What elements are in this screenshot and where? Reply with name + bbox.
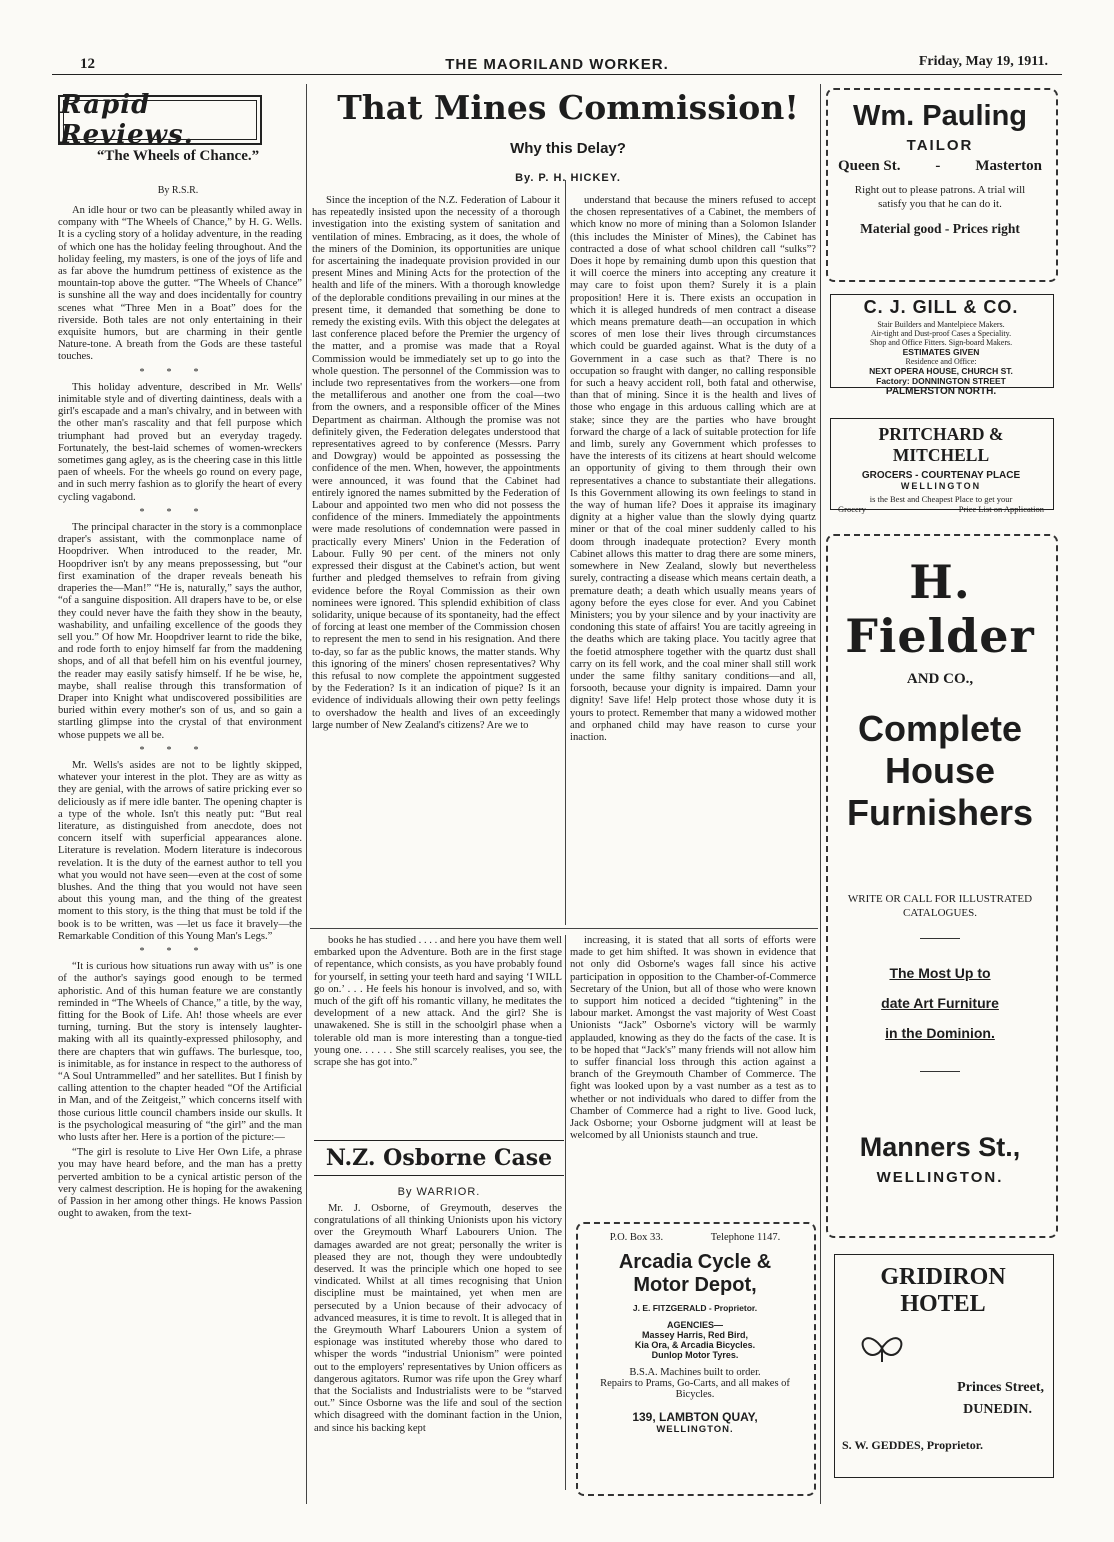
po-box: P.O. Box 33.	[609, 1232, 664, 1243]
gill-line: ESTIMATES GIVEN	[902, 347, 980, 357]
fielder-name: H. Fielder	[845, 555, 1035, 663]
osborne-byline: By WARRIOR.	[397, 1186, 481, 1198]
masthead	[52, 52, 1062, 75]
pauling-street: Queen St.	[838, 158, 901, 174]
pritchard-ad	[832, 424, 1050, 514]
pauling-tagline: Material good - Prices right	[860, 221, 1020, 236]
gill-name: C. J. GILL & CO.	[863, 297, 1019, 317]
gill-line: Stair Builders and Mantelpiece Makers.	[877, 320, 1005, 329]
fielder-tagline: date Art Furniture	[881, 995, 999, 1011]
fielder-word: House	[884, 750, 996, 791]
divider	[920, 1071, 960, 1072]
pauling-text: Right out to please patrons. A trial will satisfy you that he can do it.	[854, 184, 1026, 210]
pritchard-line: GROCERS - COURTENAY PLACE	[861, 470, 1021, 481]
telephone: Telephone 1147.	[710, 1232, 781, 1243]
gridiron-name: GRIDIRON HOTEL	[880, 1264, 1006, 1317]
arcadia-agency: Massey Harris, Red Bird,	[641, 1330, 749, 1340]
gridiron-ad	[836, 1264, 1050, 1453]
divider: ***	[139, 945, 221, 957]
arcadia-agency: Dunlop Motor Tyres.	[651, 1350, 739, 1360]
mines-byline: By. P. H. HICKEY.	[515, 172, 621, 184]
gridiron-street: Princes Street,	[957, 1380, 1044, 1395]
osborne-headline: N.Z. Osborne Case	[314, 1140, 564, 1176]
fielder-tagline: The Most Up to	[889, 965, 991, 981]
paragraph: “The girl is resolute to Live Her Own Life, a phrase you may have heard before, and the man has a pretty perverted ambition to be a cynical artistic person of the very calmest description. He is hoping for the awakening of Passion in her among other things. He knows Passion ought to awaken, from the text-	[58, 1147, 302, 1220]
paragraph: An idle hour or two can be pleasantly whiled away in company with “The Wheels of Chance,” by H. G. Wells. It is a cycling story of a holiday adventure, in the reading of which one has the holiday feeling throughout. And the holiday feeling, my masters, is one of the joys of life and as far above the humdrum pettiness of existence as the mountain-top above the gutter. “The Wheels of Chance” is sunshine all the way and does incidentally for country scenes what “Three Men in a Boat” does for the riverside. Both tales are not only entertaining in their exquisite humors, but are charming in their gentle Nature-tone. A breath from the Gods are these tasteful touches.	[58, 205, 302, 363]
mines-column-1	[312, 195, 560, 923]
gill-line: Shop and Office Fitters. Sign-board Makers.	[869, 338, 1013, 347]
arcadia-town: WELLINGTON.	[656, 1424, 734, 1435]
arcadia-repairs: Repairs to Prams, Go-Carts, and all makes of Bicycles.	[600, 1378, 790, 1400]
rapid-reviews-box	[58, 90, 262, 150]
osborne-column-1	[314, 1203, 562, 1500]
section-rule	[310, 928, 818, 929]
mines-column-2	[570, 195, 816, 923]
divider: ***	[139, 744, 221, 756]
arcadia-agency: Kia Ora, & Arcadia Bicycles.	[634, 1340, 756, 1350]
rapid-reviews-title: Rapid Reviews.	[60, 90, 194, 150]
paragraph: This holiday adventure, described in Mr. Wells' inimitable style and of diverting daintiness, deals with a girl's escapade and a man's chivalry, and in between with the other man's rascality and that fell purpose which triumphant had proved but an everyday tragedy. Fortunately, the best-laid schemes of women-wreckers sometimes gang agley, as is the cheering case in this little paen of wheels. For the wheels go round on every page, and in such merry fashion as to glorify the heart of every cycling vagabond.	[58, 381, 302, 503]
column-rule	[306, 84, 307, 1504]
fielder-co: AND CO.,	[906, 671, 974, 687]
column-rule	[565, 935, 566, 1490]
arcadia-name-1: Arcadia Cycle &	[618, 1251, 772, 1273]
gill-line: Air-tight and Dust-proof Cases a Speciality.	[870, 329, 1012, 338]
issue-date: Friday, May 19, 1911.	[918, 54, 1048, 69]
fielder-word: Complete	[857, 708, 1023, 749]
page-number: 12	[80, 56, 95, 72]
osborne-column-2	[570, 935, 816, 1205]
divider	[920, 938, 960, 939]
mines-headline: That Mines Commission!	[337, 88, 799, 127]
pauling-dash: -	[935, 158, 941, 174]
column-rule	[565, 180, 566, 925]
paragraph: Since the inception of the N.Z. Federation of Labour it has repeatedly insisted upon the necessity of a thorough investigation into the existing system of sanitation and ventilation of mines. Embracing, as it does, the whole of the miners of the Dominion, its opportunities are unique for ascertaining the inadequate provision provided in our present Mines and Mining Acts for the protection of the health and life of the miners. With a thorough knowledge of the deplorable conditions prevailing in our mines at the present time, it demanded that something be done to remedy the existing evils. With this object the delegates at last conference placed before the Premier the urgency of the matter, and a promise was made that a Royal Commission would be immediately set up to go into the whole question. The personnel of the Commission was to include two representatives from the workers—one from the metalliferous and another one from the coal—two from the owners, and a responsible officer of the Mines Department as chairman. Although the promise was not definitely given, the Federation delegates understood that representatives agreed to by conference (Messrs. Parry and Dowgray) would be appointed as possessing the confidence of the men. When, however, the appointments were announced, it was found that the Cabinet had entirely ignored the names submitted by the Federation of Labour and appointed two men who did not possess the confidence of the miners. Immediately the appointments were made resolutions of condemnation were passed in practically every Miners' Union in the Federation of Labour. Fully 90 per cent. of the miners not only expressed their disgust at the Cabinet's action, but went further and pledged themselves to refrain from giving evidence before the Royal Commission as their own nominees were ignored. This splendid exhibition of class solidarity, unique because of its spontaneity, had the effect of forcing at least one member of the Commission chosen to represent the men to send in his resignation. And there to-day, so far as the public knows, the matter stands. Why this ignoring of the miners' chosen representatives? Why this refusal to now complete the appointment suggested by the Federation? Is it an indication of pique? Is it an evidence of individuals allowing their own petty feelings to overshadow the health and lives of an exceedingly large number of New Zealand's citizens? Are we to	[312, 195, 560, 731]
gill-line: Residence and Office:	[905, 357, 977, 366]
arcadia-bsa: B.S.A. Machines built to order.	[629, 1367, 761, 1378]
pritchard-line: Grocery	[838, 504, 866, 514]
mines-subhead: Why this Delay?	[510, 140, 626, 157]
pauling-name: Wm. Pauling	[853, 100, 1027, 132]
pauling-ad	[834, 100, 1046, 237]
arcadia-proprietor: J. E. FITZGERALD - Proprietor.	[632, 1303, 758, 1313]
article-byline: By R.S.R.	[157, 185, 199, 196]
arcadia-address: 139, LAMBTON QUAY,	[632, 1410, 758, 1424]
fielder-town: WELLINGTON.	[876, 1169, 1004, 1186]
fielder-word: Furnishers	[846, 792, 1034, 833]
arcadia-agencies: AGENCIES—	[666, 1320, 723, 1330]
article-title: “The Wheels of Chance.”	[96, 148, 260, 164]
paragraph: The principal character in the story is a commonplace draper's assistant, with the commonplace name of Hoopdriver. When introduced to the reader, Mr. Hoopdriver isn't by any means prepossessing, but “our first examination of the draper reveals beneath his draperies the—Man!” “He is, naturally,” says the author, “of a sanguine disposition. All drapers have to be, or else they could never have the faith they show in the beauty, washability, and unfailing excellence of the goods they sell you.” Of how Mr. Hoopdriver learnt to ride the bike, and rode forth to enjoy himself far from the maddening shops, and of all that befell him on his eventful journey, the reader may easily satisfy himself. If he be wise, he, maybe, shall realise through this transformation of Draper into Knight what undiscovered possibilities are buried within every mother's son of us, and so gain a startling glimpse into the crystal of that environment whose puppets we all be.	[58, 522, 302, 741]
arcadia-ad	[586, 1232, 804, 1435]
divider: ***	[139, 506, 221, 518]
pauling-trade: TAILOR	[906, 137, 974, 154]
paragraph: “It is curious how situations run away with us” is one of the author's sayings good enough to be termed aphoristic. And of this human feature we are constantly reminded in “The Wheels of Chance,” a title, by the way, fitting for the Book of Life. Ah! those wheels are ever turning, turning. But the story is intensely laughter-making with all its quaintly-expressed philosophy, and there are chapters that win guffaws. The burlesque, too, is inimitable, as for instance in respect to the authoress of “A Soul Untrammelled” and her satellites. But I finish by calling attention to the chapter headed “Of the Artificial in Man, and of the Zeitgeist,” which concerns itself with those curious little council chambers inside our skulls. It is the psychological measuring of “the girl” and the man who lusts after her. Here is a portion of the picture:—	[58, 961, 302, 1144]
gill-ad	[832, 297, 1050, 397]
paragraph: books he has studied . . . . and here you have them well embarked upon the Adventure. Both are in the first stage of repentance, which consists, as you have probably found for yourself, in setting your teeth hard and saying ‘I WILL go on.’ . . . He feels his honour is involved, and so, with much of the gift off his romantic villany, he meditates the development of a new attack. And the girl? She is unawakened. She is still in the schoolgirl phase when a tolerable old man is more interesting than a tongue-tied young one. . . . . . She still scarcely realises, you see, the scrape she has got into.”	[314, 935, 562, 1069]
fielder-ad	[834, 555, 1046, 1186]
pritchard-name: PRITCHARD & MITCHELL	[878, 424, 1004, 465]
pritchard-line: WELLINGTON	[900, 481, 982, 491]
pauling-town: Masterton	[975, 158, 1042, 174]
paragraph: understand that because the miners refused to accept the chosen representatives of a Cabinet, the members of which know no more of mining than a Solomon Islander (this includes the Minister of Mines), the Cabinet has contracted a dose of what school children call “sulks”? Does it hope by remaining dumb upon this question that it will coerce the miners into accepting any creature it may care to foist upon them? Surely it is a plain proposition! Here it is. There exists an occupation in which it is alleged hundreds of men contract a disease which means premature death—an occupation in which scores of men lose their lives through circumstances which could be guarded against. What is the duty of a Government in a case such as that? There is no occupation so fraught with danger, no calling responsible for such a heavy accident roll, both fatal and otherwise, than that of mining. Since it is the health and lives of those who engage in this arduous calling which are at stake; since they are the parties who have brought forward the charge of a lack of suitable protection for life and limb, surely any Government which professes to have the interests of its citizens at heart should welcome an opportunity of giving to them through their own representatives a chance to substantiate their allegations. Is this Government allowing its own feelings to stand in the way of human life? Does it appraise its imaginary dignity at a higher value than the slowly dying quartz miner or that of the coal miner suddenly called to his doom through inadequate protection? Every month Cabinet allows this matter to drag there are some miners, somewhere in New Zealand, slowly but nevertheless surely, contracting a disease which means certain death, a premature death; a death which usually means years of agony before the eyes close for ever. And you Cabinet Ministers; you by your silence and by your inactivity are condoning this state of affairs! You are tacitly agreeing in the deaths which are taking place. You tacitly agree that the foetid atmosphere together with the quartz dust shall carry on its fell work, and the coal miner shall still work under the same filthy sanitary conditions—and all, forsooth, because your dignity is impaired. Damn your dignity! Save life! Help protect those whose duty it is yours to protect. Remember that many a widowed mother and orphaned child may have reason to curse your inaction.	[570, 195, 816, 743]
pritchard-line: Price List on Application	[958, 504, 1044, 514]
rapid-reviews-column	[58, 205, 302, 1500]
pritchard-line: is the Best and Cheapest Place to get your	[869, 494, 1013, 504]
arcadia-name-2: Motor Depot,	[633, 1274, 757, 1296]
gill-line: PALMERSTON NORTH.	[885, 386, 997, 397]
fielder-tagline: in the Dominion.	[885, 1025, 995, 1041]
paper-title: THE MAORILAND WORKER.	[445, 56, 669, 73]
paragraph: Mr. J. Osborne, of Greymouth, deserves the congratulations of all thinking Unionists upon his victory over the Greymouth Wharf Labourers Union. The damages awarded are not great; personally the writer is pleased they are not, though they were undoubtedly deserved. It was the principle which one hoped to see vindicated. Whilst at all times recognising that Union discipline must be maintained, yet when men are persecuted by a Union because of their advocacy of advanced measures, it is time to revolt. It is alleged that in the Greymouth Wharf Labourers Union a system of espionage was instituted whereby those who dared to whisper the words “industrial Unionism” were pointed out to the employers' representatives by Union officers as dangerous agitators. Rumor was rife upon the Grey wharf that the Socialists and Industrialists were to be “starved out.” Since Osborne was the life and soul of the section which disagreed with the dominant faction in the Union, and since his backing kept	[314, 1203, 562, 1434]
column-rule	[820, 84, 821, 1504]
gill-line: Factory: DONNINGTON STREET	[876, 376, 1006, 386]
review-continuation	[314, 935, 562, 1135]
divider: ***	[139, 366, 221, 378]
fielder-street: Manners St.,	[859, 1132, 1021, 1162]
gridiron-proprietor: S. W. GEDDES, Proprietor.	[842, 1438, 984, 1452]
paragraph: increasing, it is stated that all sorts of efforts were made to get him shifted. It was shown in evidence that not only did Osborne's wages fall since his active participation in opposition to the Chamber-of-Commerce Secretary of the Union, but all of those who were known to support him noticed a decided “tightening” in the labour market. Amongst the vast majority of West Coast Unionists “Jack” Osborne's victory will be warmly applauded, knowing as they do the facts of the case. It is to be hoped that “Jack's” many friends will not allow him to suffer financial loss through this action against a branch of the Greymouth Chamber of Commerce. The fight was looked upon by a vast number as a test as to whether or not individuals who dared to differ from the Chamber of Commerce had a right to live. Good luck, Jack Osborne; your Osborne judgment will at least be welcomed by all Unionists staunch and true.	[570, 935, 816, 1142]
ornament-icon	[852, 1326, 912, 1366]
gill-line: NEXT OPERA HOUSE, CHURCH ST.	[869, 366, 1013, 376]
gridiron-town: DUNEDIN.	[963, 1402, 1032, 1417]
paragraph: Mr. Wells's asides are not to be lightly skipped, whatever your interest in the plot. They are as witty as they are genial, with the arrows of satire pricking ever so deliciously as if mere idle banter. The opening chapter is a type of the whole. Isn't this neatly put: “But real literature, as distinguished from anecdote, does not concern itself with superficial appearances alone. Literature is revelation. Modern literature is indecorous revelation. It is the duty of the earnest author to tell you what you would not have seen—even at the cost of some blushes. And the thing that you would not have seen about this young man, and the thing of the greatest moment to this story, is the thing that must be told if the book is to be written, was —let us face it bravely—the Remarkable Condition of this Young Man's Legs.”	[58, 759, 302, 942]
fielder-write: WRITE OR CALL FOR ILLUSTRATED CATALOGUES.	[847, 893, 1033, 919]
